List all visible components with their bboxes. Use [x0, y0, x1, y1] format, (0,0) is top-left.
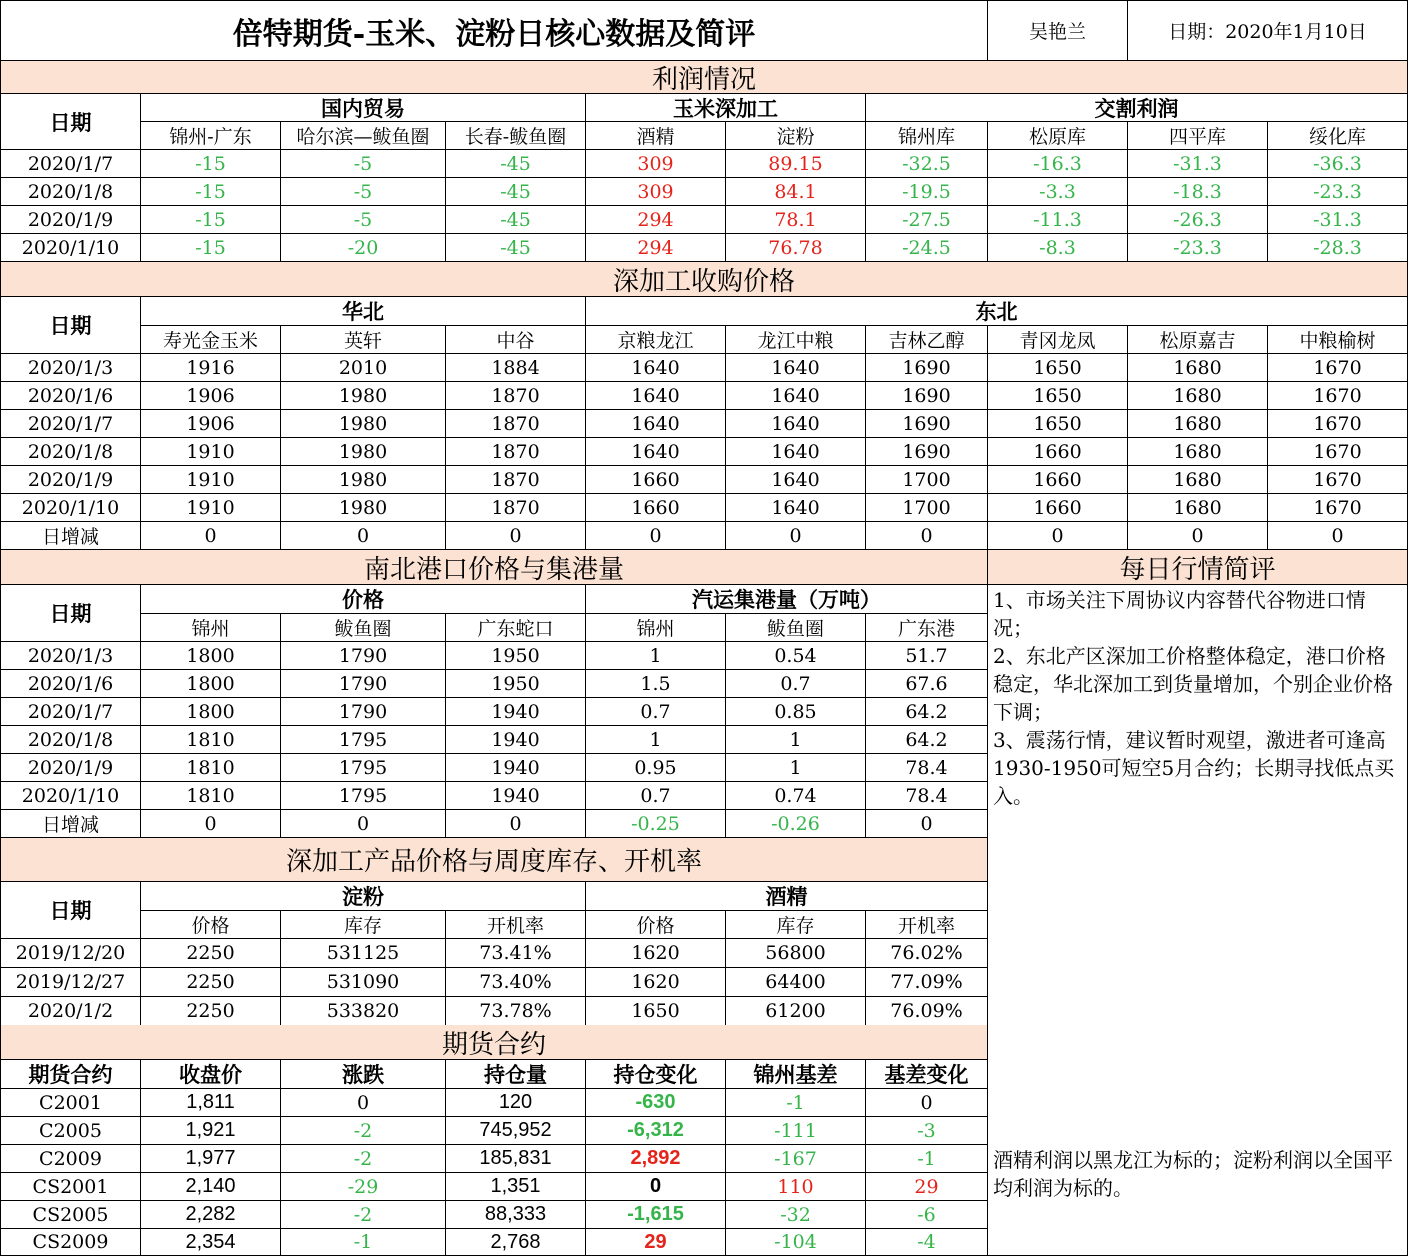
inventory-row-date: 2020/1/2	[0, 997, 141, 1026]
purchase-value: 1680	[1128, 354, 1268, 382]
futures-col-header: 持仓变化	[586, 1060, 726, 1089]
section-title-purchase: 深加工收购价格	[0, 262, 1408, 297]
futures-value: 110	[726, 1173, 866, 1201]
purchase-value: 1640	[726, 410, 866, 438]
purchase-value: 1640	[726, 382, 866, 410]
purchase-group-north: 华北	[141, 297, 586, 326]
purchase-value: 1650	[988, 354, 1128, 382]
purchase-value: 1640	[726, 494, 866, 522]
port-value: 1940	[446, 754, 586, 782]
port-col-header: 鲅鱼圈	[281, 614, 446, 642]
profit-col-header: 四平库	[1128, 122, 1268, 150]
profit-value: -24.5	[866, 234, 988, 262]
futures-value: -4	[866, 1229, 988, 1256]
commentary-title: 每日行情简评	[988, 550, 1408, 585]
purchase-value: 1670	[1268, 438, 1408, 466]
purchase-value: 1870	[446, 466, 586, 494]
profit-value: -15	[141, 206, 281, 234]
profit-value: -31.3	[1128, 150, 1268, 178]
purchase-value: 1906	[141, 382, 281, 410]
purchase-value: 0	[446, 522, 586, 550]
port-value: 0.85	[726, 698, 866, 726]
purchase-row-date: 2020/1/3	[0, 354, 141, 382]
port-value: 1.5	[586, 670, 726, 698]
purchase-value: 1670	[1268, 410, 1408, 438]
futures-value: -167	[726, 1145, 866, 1173]
profit-value: 76.78	[726, 234, 866, 262]
profit-value: -8.3	[988, 234, 1128, 262]
profit-value: 89.15	[726, 150, 866, 178]
purchase-value: 1980	[281, 466, 446, 494]
purchase-value: 1670	[1268, 354, 1408, 382]
port-value: 1940	[446, 782, 586, 810]
futures-value: 29	[586, 1229, 726, 1256]
futures-value: 88,333	[446, 1201, 586, 1229]
port-value: 1940	[446, 698, 586, 726]
profit-value: -45	[446, 178, 586, 206]
inventory-value: 2250	[141, 939, 281, 968]
inventory-col-header: 开机率	[866, 911, 988, 939]
port-value: 0.54	[726, 642, 866, 670]
purchase-value: 1670	[1268, 494, 1408, 522]
section-title-inventory: 深加工产品价格与周度库存、开机率	[0, 838, 988, 882]
purchase-value: 1640	[586, 438, 726, 466]
futures-value: 1,921	[141, 1117, 281, 1145]
purchase-col-header: 松原嘉吉	[1128, 326, 1268, 354]
purchase-value: 1680	[1128, 466, 1268, 494]
profit-value: 294	[586, 206, 726, 234]
port-value: 1	[586, 726, 726, 754]
profit-value: -23.3	[1268, 178, 1408, 206]
purchase-value: 1980	[281, 438, 446, 466]
purchase-value: 1690	[866, 354, 988, 382]
profit-col-header: 锦州-广东	[141, 122, 281, 150]
profit-value: -28.3	[1268, 234, 1408, 262]
profit-value: 309	[586, 150, 726, 178]
author-name: 吴艳兰	[988, 0, 1128, 61]
port-value: 0.7	[586, 698, 726, 726]
profit-value: 294	[586, 234, 726, 262]
port-value: 1950	[446, 670, 586, 698]
inventory-row-date: 2019/12/27	[0, 968, 141, 997]
port-value: 1810	[141, 782, 281, 810]
purchase-value: 0	[281, 522, 446, 550]
futures-value: 2,892	[586, 1145, 726, 1173]
futures-value: -2	[281, 1117, 446, 1145]
futures-value: -2	[281, 1145, 446, 1173]
purchase-value: 1640	[586, 410, 726, 438]
purchase-col-header: 中谷	[446, 326, 586, 354]
inventory-value: 1650	[586, 997, 726, 1026]
purchase-value: 1660	[988, 466, 1128, 494]
purchase-value: 0	[1268, 522, 1408, 550]
port-group-price: 价格	[141, 585, 586, 614]
port-value: 1950	[446, 642, 586, 670]
futures-value: -3	[866, 1117, 988, 1145]
port-row-date: 2020/1/8	[0, 726, 141, 754]
futures-value: 2,354	[141, 1229, 281, 1256]
futures-value: 1,811	[141, 1089, 281, 1117]
profit-date-header: 日期	[0, 94, 141, 150]
inventory-value: 2250	[141, 997, 281, 1026]
inventory-value: 73.41%	[446, 939, 586, 968]
inventory-value: 1620	[586, 968, 726, 997]
purchase-value: 1910	[141, 438, 281, 466]
purchase-row-date: 2020/1/9	[0, 466, 141, 494]
port-col-header: 鲅鱼圈	[726, 614, 866, 642]
purchase-value: 1680	[1128, 410, 1268, 438]
futures-value: 0	[281, 1089, 446, 1117]
purchase-date-header: 日期	[0, 297, 141, 354]
inventory-group-alcohol: 酒精	[586, 882, 988, 911]
purchase-col-header: 中粮榆树	[1268, 326, 1408, 354]
port-col-header: 广东蛇口	[446, 614, 586, 642]
profit-value: -5	[281, 206, 446, 234]
futures-value: -111	[726, 1117, 866, 1145]
profit-value: -23.3	[1128, 234, 1268, 262]
purchase-value: 1680	[1128, 438, 1268, 466]
inventory-value: 531090	[281, 968, 446, 997]
commentary-points	[989, 586, 1407, 810]
port-col-header: 锦州	[141, 614, 281, 642]
port-value: 0	[281, 810, 446, 838]
purchase-value: 1906	[141, 410, 281, 438]
purchase-value: 1700	[866, 466, 988, 494]
port-col-header: 广东港	[866, 614, 988, 642]
inventory-value: 56800	[726, 939, 866, 968]
purchase-row-date: 2020/1/6	[0, 382, 141, 410]
port-value: 1790	[281, 670, 446, 698]
futures-value: 0	[866, 1089, 988, 1117]
purchase-value: 1640	[726, 438, 866, 466]
futures-value: 2,768	[446, 1229, 586, 1256]
profit-value: -5	[281, 178, 446, 206]
purchase-col-header: 英轩	[281, 326, 446, 354]
section-title-futures: 期货合约	[0, 1025, 988, 1060]
purchase-value: 1884	[446, 354, 586, 382]
port-value: 1790	[281, 698, 446, 726]
profit-value: -3.3	[988, 178, 1128, 206]
futures-value: CS2001	[0, 1173, 141, 1201]
inventory-value: 77.09%	[866, 968, 988, 997]
inventory-value: 76.02%	[866, 939, 988, 968]
profit-value: -16.3	[988, 150, 1128, 178]
purchase-value: 1660	[988, 494, 1128, 522]
inventory-value: 61200	[726, 997, 866, 1026]
inventory-value: 73.78%	[446, 997, 586, 1026]
port-value: 1	[726, 726, 866, 754]
port-value: 1795	[281, 754, 446, 782]
profit-value: -26.3	[1128, 206, 1268, 234]
purchase-value: 1660	[586, 466, 726, 494]
purchase-col-header: 寿光金玉米	[141, 326, 281, 354]
futures-value: -1	[866, 1145, 988, 1173]
profit-col-header: 锦州库	[866, 122, 988, 150]
purchase-value: 1670	[1268, 382, 1408, 410]
futures-value: CS2005	[0, 1201, 141, 1229]
port-row-date: 2020/1/7	[0, 698, 141, 726]
port-group-volume: 汽运集港量（万吨）	[586, 585, 988, 614]
purchase-col-header: 吉林乙醇	[866, 326, 988, 354]
port-value: 1940	[446, 726, 586, 754]
purchase-value: 0	[586, 522, 726, 550]
port-value: 0.7	[586, 782, 726, 810]
inventory-group-starch: 淀粉	[141, 882, 586, 911]
futures-value: 185,831	[446, 1145, 586, 1173]
purchase-value: 1870	[446, 494, 586, 522]
profit-col-header: 长春-鲅鱼圈	[446, 122, 586, 150]
report-date: 日期：2020年1月10日	[1128, 0, 1408, 61]
port-value: 1800	[141, 698, 281, 726]
futures-value: 0	[586, 1173, 726, 1201]
profit-col-header: 哈尔滨—鲅鱼圈	[281, 122, 446, 150]
port-value: 0.7	[726, 670, 866, 698]
purchase-value: 1700	[866, 494, 988, 522]
commentary-point: 2、东北产区深加工价格整体稳定，港口价格稳定，华北深加工到货量增加，个别企业价格下调；	[993, 644, 1393, 724]
futures-col-header: 收盘价	[141, 1060, 281, 1089]
purchase-row-date: 2020/1/7	[0, 410, 141, 438]
profit-value: -15	[141, 234, 281, 262]
port-value: -0.25	[586, 810, 726, 838]
futures-value: 745,952	[446, 1117, 586, 1145]
inventory-date-header: 日期	[0, 882, 141, 939]
purchase-value: 0	[1128, 522, 1268, 550]
purchase-value: 1640	[726, 354, 866, 382]
port-value: 1	[586, 642, 726, 670]
futures-value: -6,312	[586, 1117, 726, 1145]
profit-value: -20	[281, 234, 446, 262]
profit-row-date: 2020/1/8	[0, 178, 141, 206]
profit-value: -31.3	[1268, 206, 1408, 234]
purchase-value: 1690	[866, 382, 988, 410]
profit-value: -36.3	[1268, 150, 1408, 178]
purchase-value: 1660	[586, 494, 726, 522]
purchase-value: 0	[141, 522, 281, 550]
profit-col-header: 绥化库	[1268, 122, 1408, 150]
futures-value: -1,615	[586, 1201, 726, 1229]
profit-value: -15	[141, 150, 281, 178]
purchase-value: 1870	[446, 410, 586, 438]
section-title-port: 南北港口价格与集港量	[0, 550, 988, 585]
profit-value: -19.5	[866, 178, 988, 206]
purchase-value: 2010	[281, 354, 446, 382]
futures-col-header: 期货合约	[0, 1060, 141, 1089]
profit-value: -32.5	[866, 150, 988, 178]
purchase-row-date: 日增减	[0, 522, 141, 550]
futures-value: 1,977	[141, 1145, 281, 1173]
port-col-header: 锦州	[586, 614, 726, 642]
futures-value: -104	[726, 1229, 866, 1256]
purchase-value: 1640	[726, 466, 866, 494]
port-value: 0.74	[726, 782, 866, 810]
purchase-value: 1980	[281, 382, 446, 410]
purchase-value: 1870	[446, 438, 586, 466]
purchase-col-header: 青冈龙凤	[988, 326, 1128, 354]
profit-col-header: 淀粉	[726, 122, 866, 150]
futures-col-header: 持仓量	[446, 1060, 586, 1089]
profit-value: -11.3	[988, 206, 1128, 234]
purchase-value: 1680	[1128, 494, 1268, 522]
purchase-value: 1650	[988, 410, 1128, 438]
futures-value: -1	[726, 1089, 866, 1117]
inventory-row-date: 2019/12/20	[0, 939, 141, 968]
port-date-header: 日期	[0, 585, 141, 642]
port-value: 0	[866, 810, 988, 838]
purchase-value: 0	[726, 522, 866, 550]
port-value: 51.7	[866, 642, 988, 670]
port-row-date: 日增减	[0, 810, 141, 838]
futures-value: -32	[726, 1201, 866, 1229]
profit-group-processing: 玉米深加工	[586, 94, 866, 122]
port-value: 1795	[281, 782, 446, 810]
futures-value: -630	[586, 1089, 726, 1117]
profit-row-date: 2020/1/7	[0, 150, 141, 178]
inventory-col-header: 库存	[726, 911, 866, 939]
purchase-value: 1910	[141, 494, 281, 522]
profit-group-domestic: 国内贸易	[141, 94, 586, 122]
port-value: 1810	[141, 754, 281, 782]
port-value: 64.2	[866, 726, 988, 754]
purchase-value: 1650	[988, 382, 1128, 410]
port-row-date: 2020/1/3	[0, 642, 141, 670]
inventory-value: 73.40%	[446, 968, 586, 997]
futures-value: -29	[281, 1173, 446, 1201]
futures-value: -6	[866, 1201, 988, 1229]
profit-value: -45	[446, 150, 586, 178]
profit-group-delivery: 交割利润	[866, 94, 1408, 122]
inventory-col-header: 开机率	[446, 911, 586, 939]
port-value: 78.4	[866, 782, 988, 810]
profit-col-header: 松原库	[988, 122, 1128, 150]
purchase-value: 1680	[1128, 382, 1268, 410]
purchase-value: 0	[866, 522, 988, 550]
purchase-value: 1916	[141, 354, 281, 382]
port-value: 1810	[141, 726, 281, 754]
purchase-value: 1640	[586, 382, 726, 410]
inventory-value: 2250	[141, 968, 281, 997]
inventory-value: 76.09%	[866, 997, 988, 1026]
purchase-value: 1980	[281, 494, 446, 522]
port-row-date: 2020/1/6	[0, 670, 141, 698]
inventory-col-header: 价格	[141, 911, 281, 939]
port-value: 64.2	[866, 698, 988, 726]
inventory-value: 531125	[281, 939, 446, 968]
profit-col-header: 酒精	[586, 122, 726, 150]
futures-value: 2,282	[141, 1201, 281, 1229]
commentary-note: 酒精利润以黑龙江为标的；淀粉利润以全国平均利润为标的。	[993, 1148, 1393, 1200]
port-row-date: 2020/1/9	[0, 754, 141, 782]
port-value: 67.6	[866, 670, 988, 698]
inventory-value: 64400	[726, 968, 866, 997]
page-title: 倍特期货-玉米、淀粉日核心数据及简评	[0, 0, 988, 61]
futures-value: 1,351	[446, 1173, 586, 1201]
inventory-value: 1620	[586, 939, 726, 968]
purchase-value: 1910	[141, 466, 281, 494]
profit-value: -27.5	[866, 206, 988, 234]
futures-value: CS2009	[0, 1229, 141, 1256]
futures-value: 120	[446, 1089, 586, 1117]
profit-value: 309	[586, 178, 726, 206]
futures-value: C2005	[0, 1117, 141, 1145]
profit-value: 84.1	[726, 178, 866, 206]
purchase-value: 1870	[446, 382, 586, 410]
futures-value: C2009	[0, 1145, 141, 1173]
profit-value: -5	[281, 150, 446, 178]
commentary-point: 1、市场关注下周协议内容替代谷物进口情况；	[993, 588, 1366, 640]
purchase-col-header: 龙江中粮	[726, 326, 866, 354]
inventory-col-header: 价格	[586, 911, 726, 939]
purchase-value: 1660	[988, 438, 1128, 466]
purchase-row-date: 2020/1/8	[0, 438, 141, 466]
purchase-group-northeast: 东北	[586, 297, 1408, 326]
profit-row-date: 2020/1/9	[0, 206, 141, 234]
port-value: 1800	[141, 642, 281, 670]
inventory-col-header: 库存	[281, 911, 446, 939]
port-value: 1800	[141, 670, 281, 698]
profit-value: 78.1	[726, 206, 866, 234]
port-value: 78.4	[866, 754, 988, 782]
profit-row-date: 2020/1/10	[0, 234, 141, 262]
profit-value: -45	[446, 206, 586, 234]
futures-value: 2,140	[141, 1173, 281, 1201]
port-value: 1790	[281, 642, 446, 670]
purchase-value: 1640	[586, 354, 726, 382]
purchase-value: 0	[988, 522, 1128, 550]
port-row-date: 2020/1/10	[0, 782, 141, 810]
purchase-col-header: 京粮龙江	[586, 326, 726, 354]
commentary-point: 3、震荡行情，建议暂时观望，激进者可逢高1930-1950可短空5月合约；长期寻找低点买入。	[993, 728, 1395, 808]
purchase-value: 1980	[281, 410, 446, 438]
port-value: 1	[726, 754, 866, 782]
futures-col-header: 锦州基差	[726, 1060, 866, 1089]
inventory-value: 533820	[281, 997, 446, 1026]
port-value: 1795	[281, 726, 446, 754]
futures-col-header: 涨跌	[281, 1060, 446, 1089]
futures-value: -1	[281, 1229, 446, 1256]
profit-value: -18.3	[1128, 178, 1268, 206]
purchase-row-date: 2020/1/10	[0, 494, 141, 522]
profit-value: -45	[446, 234, 586, 262]
port-value: -0.26	[726, 810, 866, 838]
section-title-profit: 利润情况	[0, 61, 1408, 94]
futures-value: 29	[866, 1173, 988, 1201]
purchase-value: 1670	[1268, 466, 1408, 494]
profit-value: -15	[141, 178, 281, 206]
futures-value: C2001	[0, 1089, 141, 1117]
futures-value: -2	[281, 1201, 446, 1229]
purchase-value: 1690	[866, 410, 988, 438]
port-value: 0	[446, 810, 586, 838]
futures-col-header: 基差变化	[866, 1060, 988, 1089]
port-value: 0	[141, 810, 281, 838]
purchase-value: 1690	[866, 438, 988, 466]
port-value: 0.95	[586, 754, 726, 782]
